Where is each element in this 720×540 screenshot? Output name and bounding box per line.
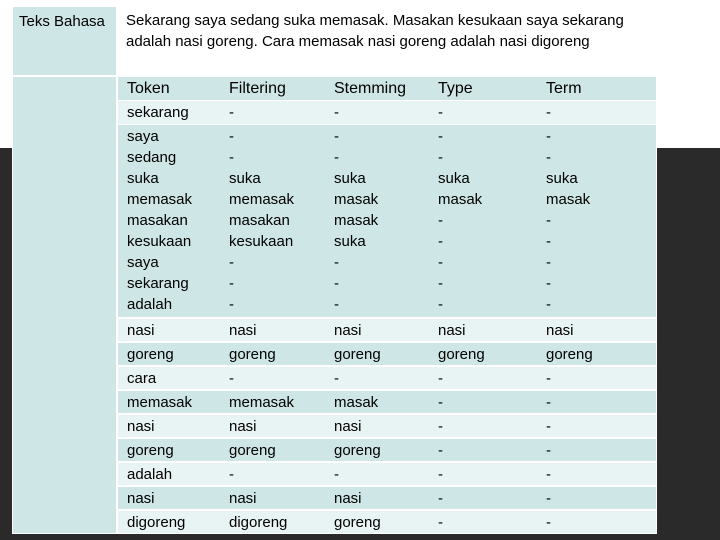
table-cell: suka (229, 170, 261, 187)
table-cell: - (438, 393, 443, 411)
table-cell: - (438, 149, 443, 166)
table-cell: masak (334, 212, 379, 229)
label-cell (13, 7, 116, 75)
table-cell: kesukaan (229, 233, 294, 250)
table-cell: nasi (127, 417, 155, 435)
table-cell: nasi (334, 489, 362, 507)
table-cell: - (546, 417, 551, 435)
table-cell: goreng (127, 441, 174, 459)
table-cell: - (334, 254, 339, 271)
table-row (118, 367, 656, 390)
table-cell: masakan (127, 212, 188, 229)
table-cell: - (438, 513, 443, 531)
table-cell: - (229, 296, 234, 313)
table-cell: - (546, 128, 551, 145)
table-row (118, 439, 656, 462)
table-cell: goreng (334, 441, 381, 459)
table-cell: digoreng (127, 513, 186, 531)
table-cell: - (546, 465, 551, 483)
table-cell: - (546, 441, 551, 459)
table-cell: suka (334, 170, 366, 187)
table-cell: - (546, 513, 551, 531)
table-row (118, 343, 656, 366)
table-cell: suka (546, 170, 578, 187)
table-cell: nasi (229, 489, 257, 507)
table-cell: - (229, 149, 234, 166)
table-cell: - (334, 149, 339, 166)
table-cell: goreng (229, 345, 276, 363)
table-cell: - (438, 233, 443, 250)
table-cell: - (438, 296, 443, 313)
table-cell: suka (127, 170, 159, 187)
table-cell: - (438, 489, 443, 507)
table-cell: - (229, 369, 234, 387)
column-header: Term (546, 80, 582, 97)
table-cell: - (546, 296, 551, 313)
table-cell: memasak (127, 393, 193, 411)
column-header: Filtering (229, 80, 286, 97)
table-cell: - (229, 254, 234, 271)
table-cell: saya (127, 254, 159, 271)
table-cell: - (546, 254, 551, 271)
token-table (118, 77, 656, 533)
table-cell: - (438, 465, 443, 483)
table-cell: - (438, 254, 443, 271)
table-row (118, 511, 656, 534)
table-cell: nasi (438, 321, 466, 339)
table-cell: sekarang (127, 275, 189, 292)
table-cell: - (229, 275, 234, 292)
table-cell: suka (334, 233, 366, 250)
table-row (118, 487, 656, 510)
table-cell: cara (127, 369, 157, 387)
table-cell: - (438, 441, 443, 459)
table-cell: saya (127, 128, 159, 145)
table-row (118, 463, 656, 486)
table-cell: - (334, 128, 339, 145)
table-cell: nasi (334, 321, 362, 339)
table-cell: - (438, 128, 443, 145)
table-cell: memasak (229, 393, 295, 411)
table-cell: - (546, 369, 551, 387)
teks-bahasa-label: Teks Bahasa (19, 13, 105, 30)
sentence-cell (118, 7, 656, 75)
table-cell: - (334, 296, 339, 313)
table-cell: - (438, 212, 443, 229)
table-cell: - (546, 104, 551, 121)
table-cell: - (438, 275, 443, 292)
table-cell: nasi (127, 321, 155, 339)
table-cell: memasak (229, 191, 295, 208)
table-cell: adalah (127, 465, 173, 483)
table-row (118, 125, 656, 317)
table-cell: nasi (546, 321, 574, 339)
table-cell: nasi (229, 321, 257, 339)
table-cell: - (546, 275, 551, 292)
table-row (118, 101, 656, 124)
table-row (118, 391, 656, 414)
table-cell: masak (438, 191, 483, 208)
table-cell: memasak (127, 191, 193, 208)
column-header: Stemming (334, 80, 407, 97)
table-cell: nasi (229, 417, 257, 435)
table-cell: - (546, 233, 551, 250)
table-cell: - (334, 465, 339, 483)
table-cell: sedang (127, 149, 177, 166)
table-cell: goreng (438, 345, 485, 363)
table-cell: - (546, 489, 551, 507)
table-cell: goreng (229, 441, 276, 459)
table-cell: - (546, 212, 551, 229)
table-cell: nasi (334, 417, 362, 435)
text-processing-table (12, 6, 657, 534)
table-row (118, 415, 656, 438)
table-cell: masak (334, 191, 379, 208)
table-cell: - (438, 369, 443, 387)
table-cell: - (334, 369, 339, 387)
empty-label-column (13, 77, 116, 533)
table-cell: sekarang (127, 104, 189, 121)
table-row (118, 319, 656, 342)
table-cell: masak (546, 191, 591, 208)
table-cell: adalah (127, 296, 173, 313)
table-cell: - (334, 104, 339, 121)
column-header: Token (127, 80, 170, 97)
table-cell: - (229, 104, 234, 121)
table-cell: - (229, 465, 234, 483)
table-cell: suka (438, 170, 470, 187)
table-cell: - (229, 128, 234, 145)
table-cell: masakan (229, 212, 290, 229)
table-cell: - (546, 149, 551, 166)
table-cell: goreng (334, 345, 381, 363)
table-header-row (118, 77, 656, 100)
column-header: Type (438, 80, 473, 97)
table-cell: goreng (334, 513, 381, 531)
table-cell: nasi (127, 489, 155, 507)
table-cell: digoreng (229, 513, 288, 531)
table-cell: - (438, 104, 443, 121)
table-cell: goreng (546, 345, 593, 363)
table-cell: goreng (127, 345, 174, 363)
table-cell: - (438, 417, 443, 435)
table-cell: kesukaan (127, 233, 192, 250)
sentence-text: Sekarang saya sedang suka memasak. Masakan kesukaan saya sekarang adalah nasi goreng. Cara memasak nasi goreng adalah nasi digoreng (126, 12, 624, 50)
table-cell: - (546, 393, 551, 411)
table-cell: - (334, 275, 339, 292)
table-cell: masak (334, 393, 379, 411)
